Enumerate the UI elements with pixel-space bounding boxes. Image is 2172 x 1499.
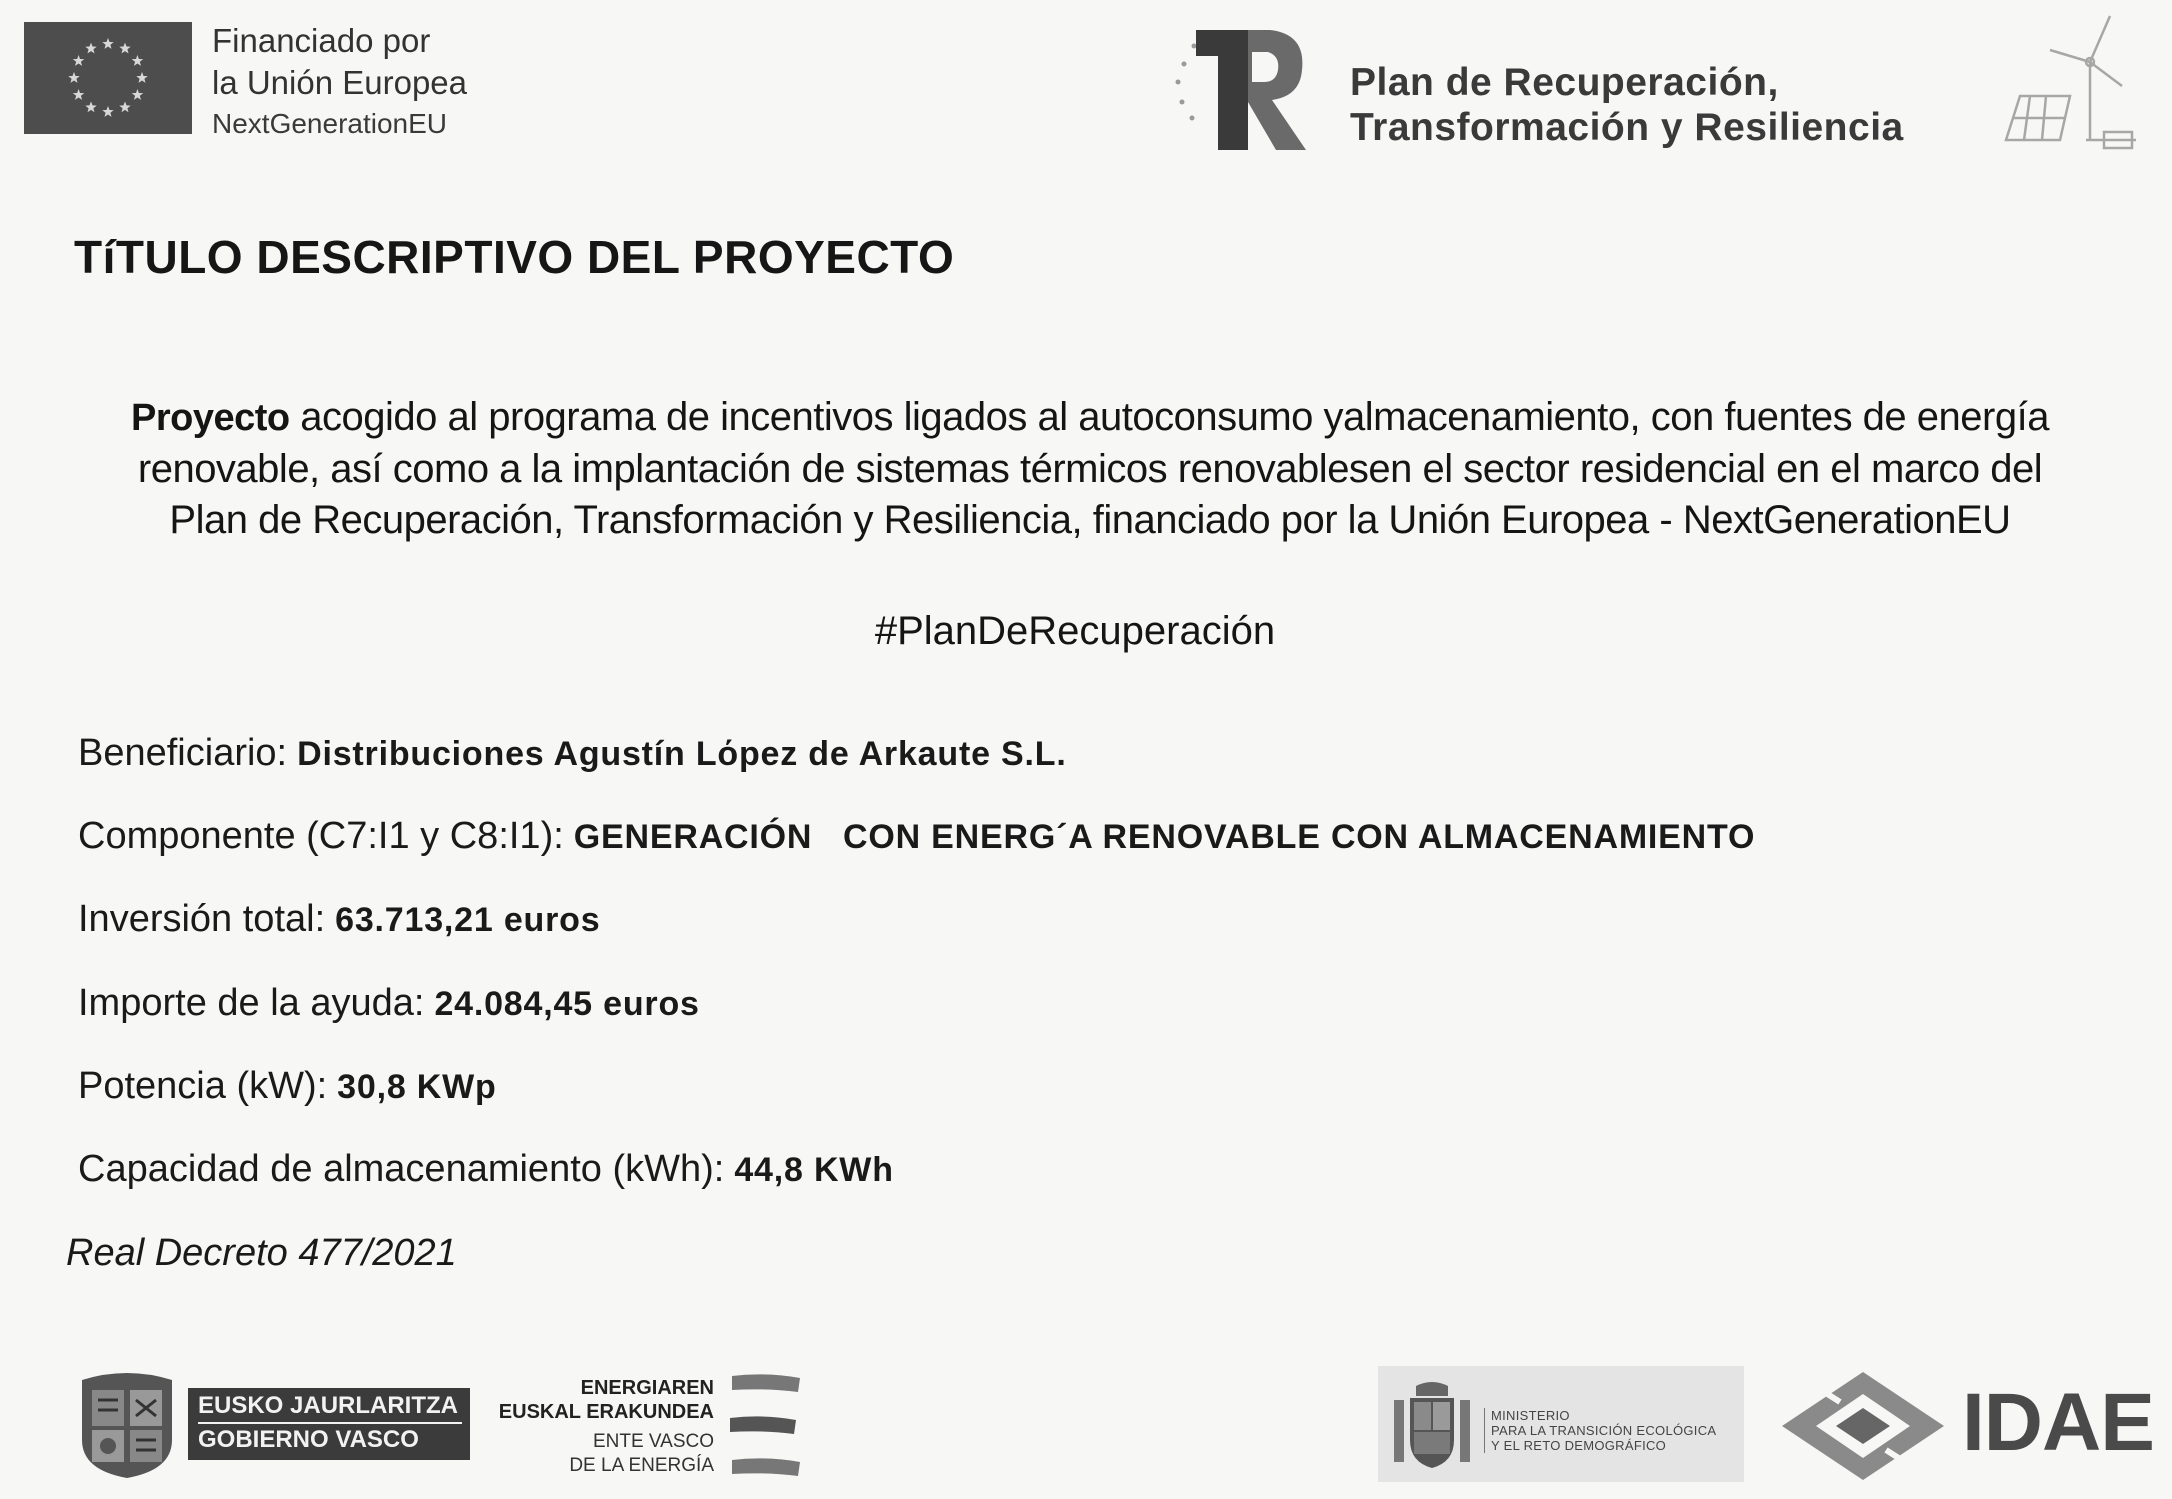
min-line1: MINISTERIO [1491,1408,1570,1423]
min-line2: PARA LA TRANSICIÓN ECOLÓGICA [1491,1423,1717,1438]
inversion-label: Inversión total: [78,898,326,940]
eu-line3: NextGenerationEU [212,108,448,139]
ministerio-text [1484,1408,1741,1453]
gobierno-vasco-shield-icon [74,1370,180,1480]
field-potencia [78,1065,497,1108]
plan-line2: Transformación y Resiliencia [1350,106,1904,149]
importe-label: Importe de la ayuda: [78,982,425,1024]
description-line2: renovable, así como a la implantación de sistemas térmicos renovablesen el sector residencial en el marco del [137,447,2043,491]
eu-flag-icon [24,22,192,134]
field-inversion [78,898,600,941]
beneficiario-value: Distribuciones Agustín Lόpez de Arkaute S.L. [297,735,1067,773]
gv-line1: EUSKO JAURLARITZA [198,1390,462,1424]
spain-coat-of-arms-icon [1392,1380,1472,1472]
description-text1: acogido al programa de incentivos ligados al autoconsumo yalmacenamiento, con fuentes de energía [289,395,2049,439]
description-line1 [70,392,2110,444]
eve-line1: ENERGIAREN [580,1377,714,1399]
eve-line2: EUSKAL ERAKUNDEA [498,1401,714,1423]
eu-line1: Financiado por [212,22,431,59]
project-title: TíTULO DESCRIPTIVO DEL PROYECTO [74,231,955,283]
eve-text [478,1376,714,1478]
capacidad-value: 44,8 KWh [734,1151,894,1189]
wind-solar-icon [1990,12,2140,154]
min-line3: Y EL RETO DEMOGRÁFICO [1491,1438,1667,1453]
eve-line4: DE LA ENERGÍA [569,1455,714,1476]
plan-recuperacion-text [1350,60,1970,150]
tr-logo-icon [1168,26,1308,154]
potencia-value: 30,8 KWp [337,1068,497,1106]
idae-mark-icon [1778,1368,1948,1484]
eve-line3: ENTE VASCO [592,1431,714,1452]
description-line3: Plan de Recuperación, Transformación y Resiliencia, financiado por la Unión Europea - NextGenerationEU [169,498,2011,542]
beneficiario-label: Beneficiario: [78,732,288,774]
real-decreto: Real Decreto 477/2021 [66,1232,457,1274]
field-importe [78,982,700,1025]
importe-value: 24.084,45 euros [434,985,700,1023]
description-lead: Proyecto [131,397,290,439]
gobierno-vasco-label [188,1388,470,1460]
field-componente [78,815,1755,858]
eu-funding-text [212,20,532,144]
eve-mark-icon [726,1372,802,1482]
project-description [70,392,2110,546]
field-beneficiario [78,732,1067,775]
componente-value: GENERACIÓN CON ENERG´A RENOVABLE CON ALMACENAMIENTO [573,818,1756,856]
capacidad-label: Capacidad de almacenamiento (kWh): [78,1148,725,1190]
componente-label: Componente (C7:I1 y C8:I1): [78,815,564,857]
gv-line2: GOBIERNO VASCO [198,1426,419,1453]
potencia-label: Potencia (kW): [78,1065,328,1107]
eu-line2: la Unión Europea [212,64,468,101]
hashtag: #PlanDeRecuperación [874,609,1276,653]
field-capacidad [78,1148,894,1191]
inversion-value: 63.713,21 euros [335,901,601,939]
plan-line1: Plan de Recuperación, [1350,61,1779,104]
idae-logo-text: IDAE [1962,1377,2154,1468]
